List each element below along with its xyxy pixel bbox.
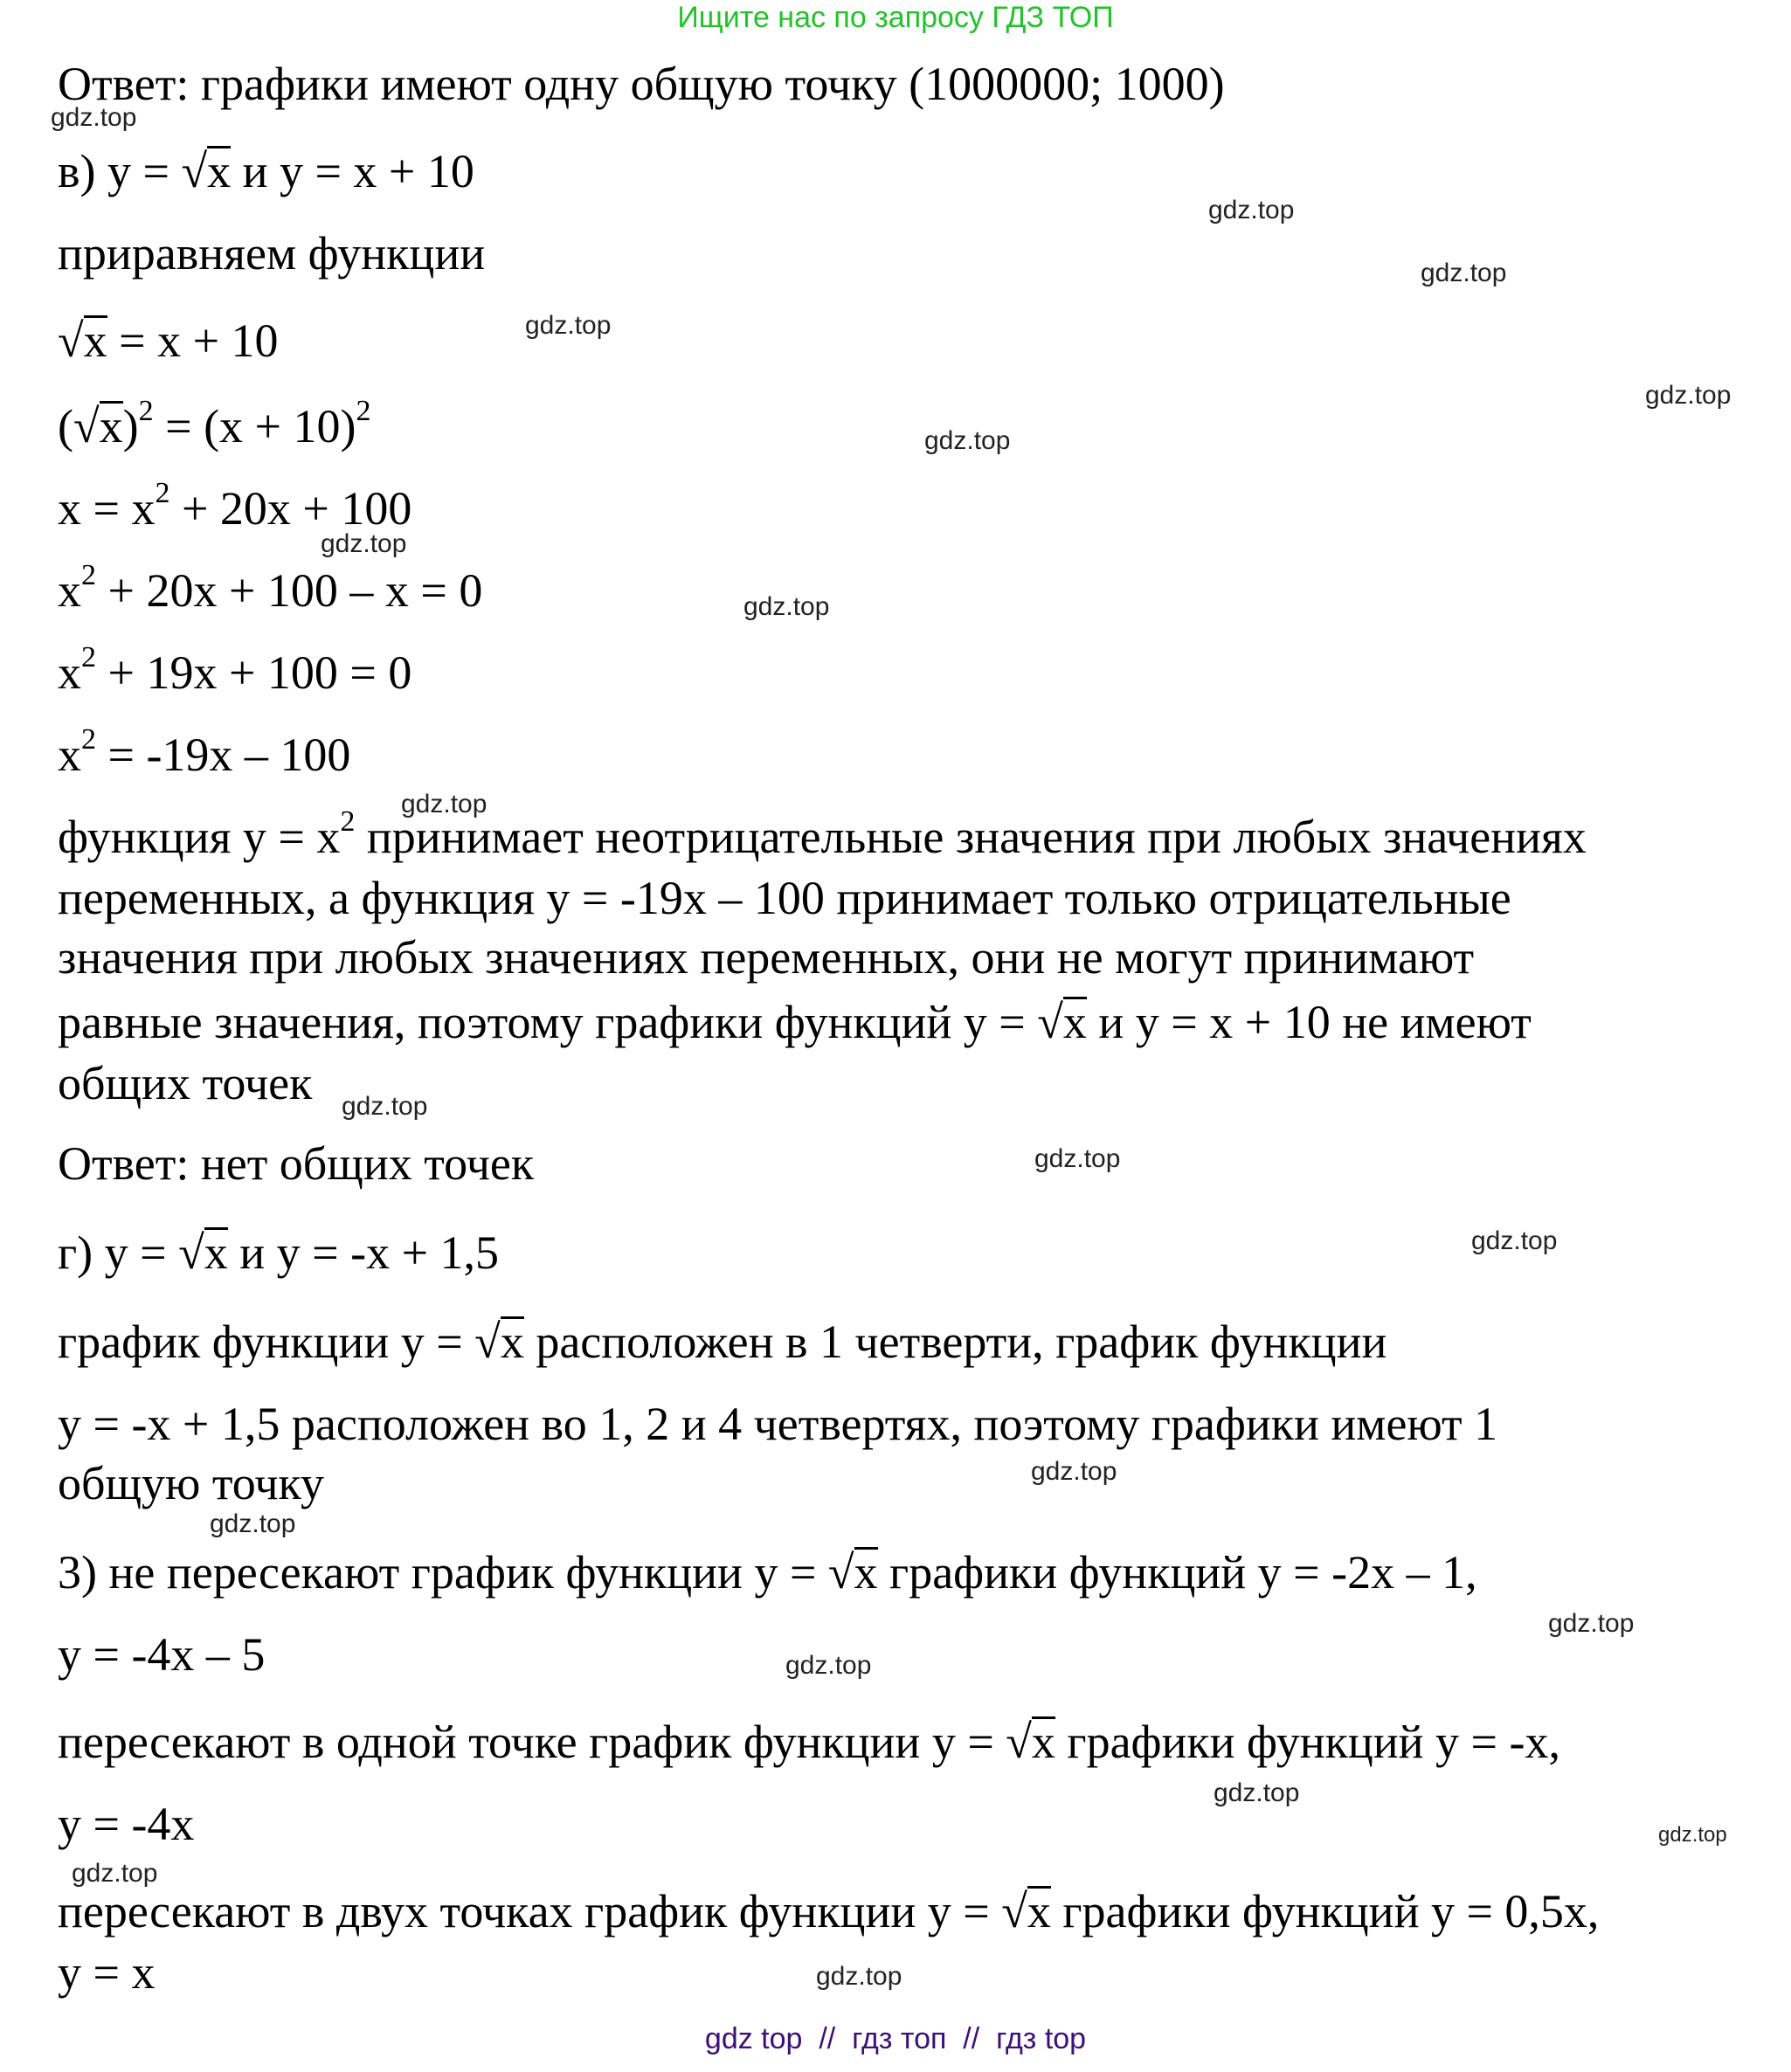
explanation-line: y = -x + 1,5 расположен во 1, 2 и 4 четвертях, поэтому графики имеют 1: [58, 1398, 1498, 1450]
part-3-line: 3) не пересекают график функции y = √x графики функций y = -2x – 1,: [58, 1546, 1477, 1599]
part-3-line: y = x: [58, 1946, 156, 1999]
watermark: gdz.top: [1471, 1226, 1558, 1255]
explanation-line: общих точек: [58, 1057, 313, 1109]
watermark: gdz.top: [401, 790, 488, 818]
answer-line: Ответ: нет общих точек: [58, 1137, 535, 1190]
equation-line: $x^2 + 19x + 100 = 0$: [58, 641, 412, 699]
sqrt-symbol: √x: [58, 314, 107, 367]
sqrt-symbol: √x: [1006, 1716, 1055, 1768]
equation-line: $x^2 = -19x - 100$: [58, 723, 351, 781]
equate-line: приравняем функции: [58, 227, 486, 280]
equation-line: $x = x^2 + 20x + 100$: [58, 477, 412, 535]
part-3-line: пересекают в двух точках график функции y = √x графики функций y = 0,5x,: [58, 1885, 1600, 1937]
watermark: gdz.top: [785, 1651, 872, 1680]
footer-banner: gdz top // гдз топ // гдз top: [704, 2022, 1087, 2055]
explanation-line: значения при любых значениях переменных, они не могут принимают: [58, 931, 1475, 984]
part-3-line: y = -4x – 5: [58, 1628, 266, 1681]
part-3-line: пересекают в одной точке график функции y = √x графики функций y = -x,: [58, 1716, 1560, 1768]
watermark: gdz.top: [72, 1859, 158, 1888]
sqrt-symbol: √x: [1001, 1885, 1051, 1937]
answer-line: Ответ: графики имеют одну общую точку (1000000; 1000): [58, 58, 1225, 110]
watermark: gdz.top: [743, 592, 830, 621]
part-v-title: в) y = √x и y = x + 10: [58, 145, 474, 197]
sqrt-symbol: √x: [827, 1546, 878, 1599]
sqrt-symbol: √x: [474, 1316, 524, 1368]
search-banner: Ищите нас по запросу ГДЗ ТОП: [677, 1, 1114, 34]
equation-line: √x = x + 10: [58, 314, 279, 367]
watermark: gdz.top: [1548, 1609, 1635, 1638]
watermark: gdz.top: [1208, 196, 1295, 224]
sqrt-symbol: √x: [73, 400, 123, 452]
explanation-line: функция $y = x^2$ принимает неотрицательные значения при любых значениях: [58, 805, 1587, 863]
sqrt-symbol: √x: [178, 1226, 228, 1279]
explanation-line: равные значения, поэтому графики функций y = √x и y = x + 10 не имеют: [58, 996, 1532, 1048]
equation-line: $(√x)^2 = (x + 10)^2$: [58, 395, 371, 452]
watermark: gdz.top: [1031, 1457, 1117, 1486]
sqrt-symbol: √x: [1037, 996, 1087, 1048]
equation-line: $x^2 + 20x + 100 - x = 0$: [58, 559, 483, 617]
watermark: gdz.top: [1034, 1144, 1121, 1173]
explanation-line: график функции y = √x расположен в 1 четверти, график функции: [58, 1316, 1387, 1368]
explanation-line: переменных, а функция y = -19x – 100 принимает только отрицательные: [58, 872, 1511, 924]
watermark: gdz.top: [210, 1509, 296, 1538]
watermark: gdz.top: [924, 426, 1011, 455]
watermark: gdz.top: [1421, 259, 1507, 287]
watermark: gdz.top: [816, 1962, 902, 1991]
watermark: gdz.top: [321, 529, 407, 558]
watermark: gdz.top: [1645, 381, 1732, 410]
watermark: gdz.top: [1658, 1823, 1727, 1847]
part-g-title: г) y = √x и y = -x + 1,5: [58, 1226, 500, 1279]
part-3-line: y = -4x: [58, 1798, 195, 1850]
sqrt-symbol: √x: [181, 145, 232, 197]
watermark: gdz.top: [342, 1092, 428, 1121]
watermark: gdz.top: [1214, 1778, 1300, 1807]
watermark: gdz.top: [525, 311, 612, 340]
explanation-line: общую точку: [58, 1457, 325, 1509]
watermark: gdz.top: [51, 103, 137, 132]
